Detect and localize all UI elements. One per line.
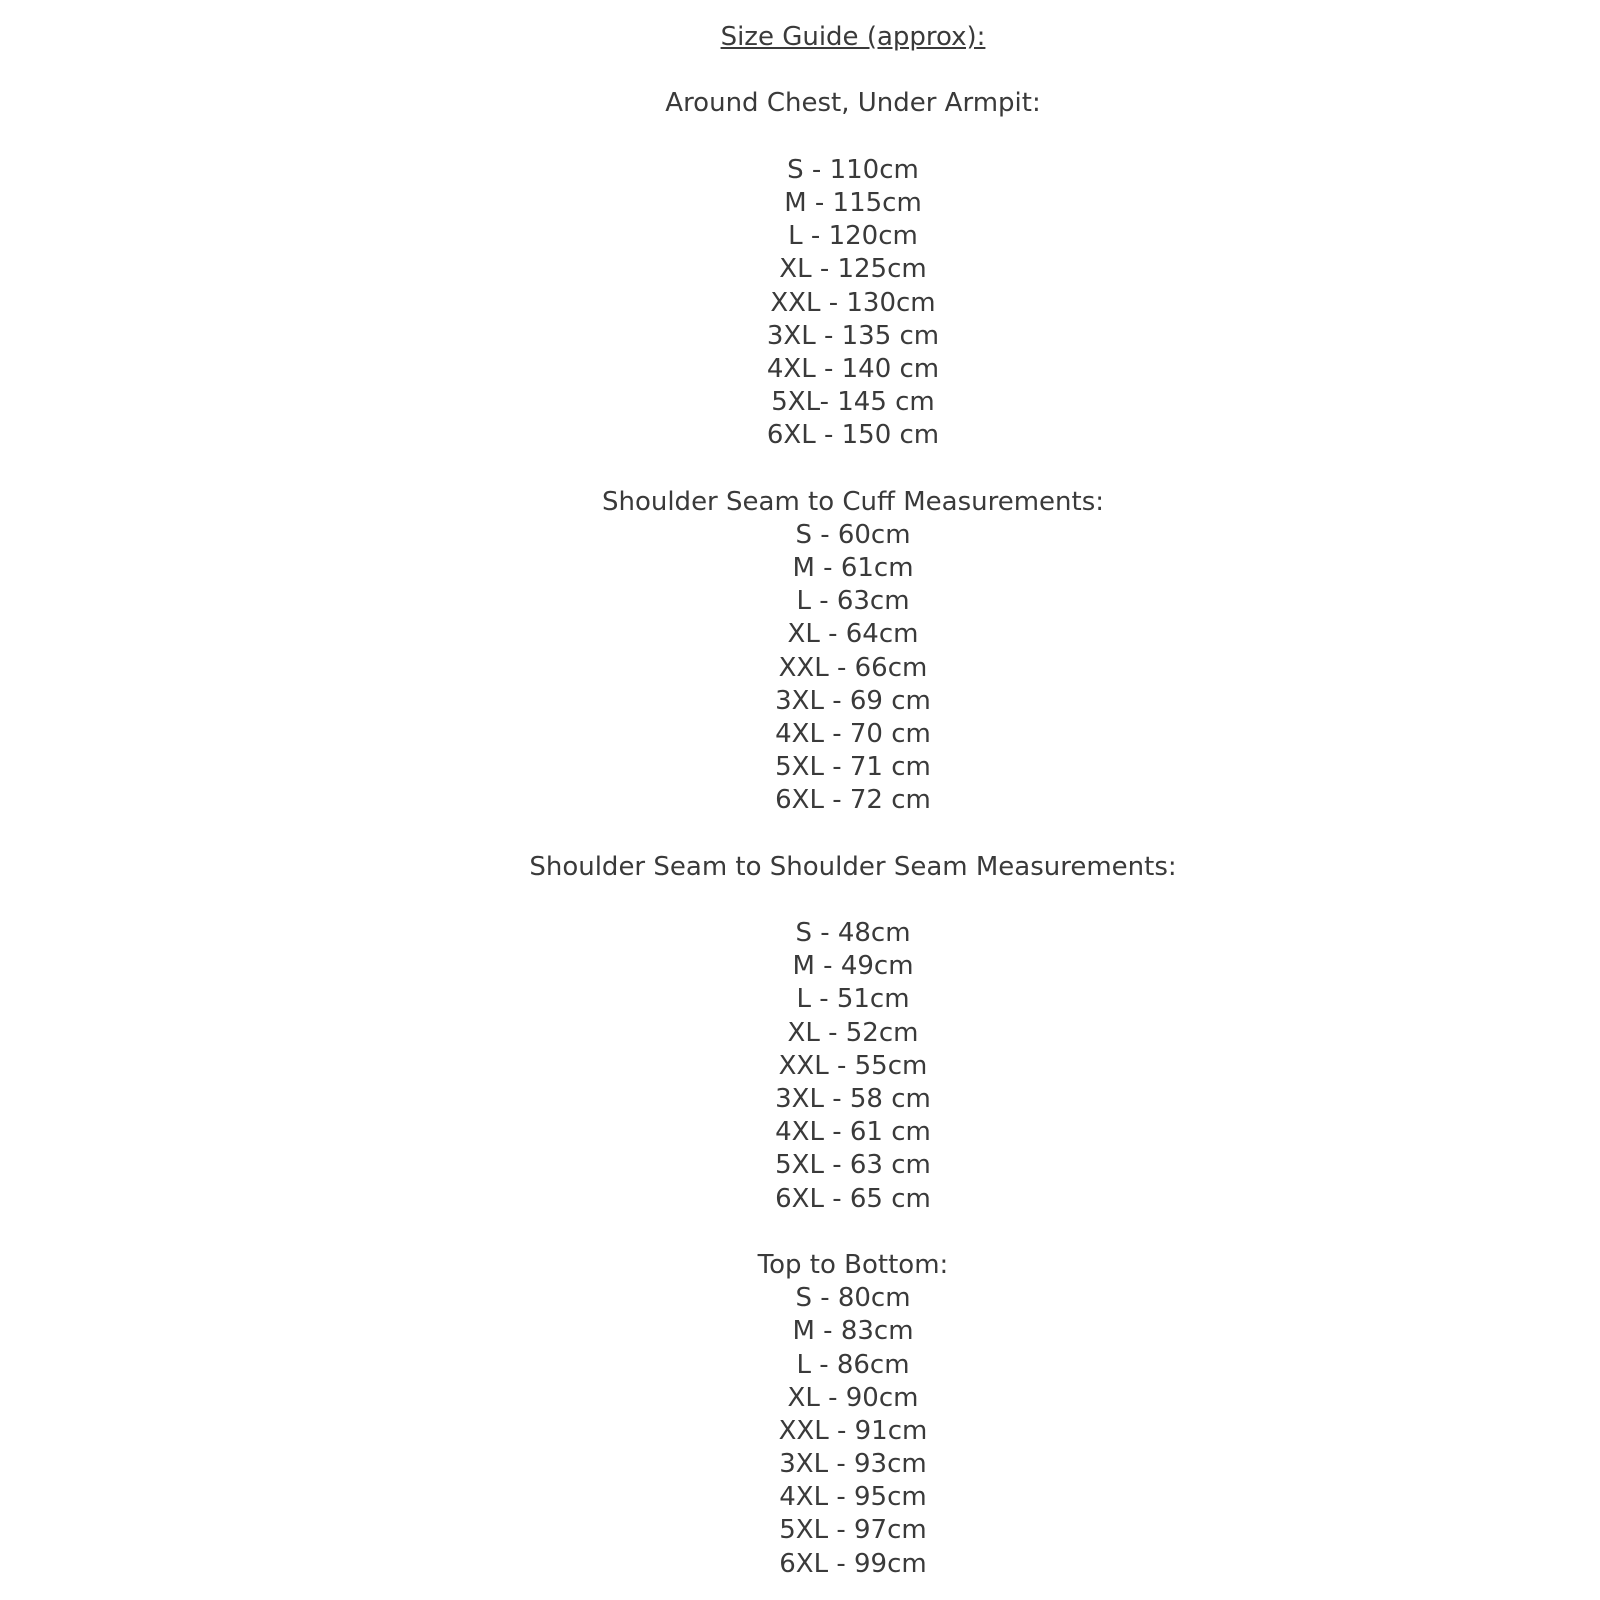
size-row: 3XL - 69 cm (775, 685, 931, 716)
size-row: 4XL - 140 cm (766, 353, 940, 384)
size-row: XXL - 55cm (778, 1050, 928, 1081)
size-row: 5XL- 145 cm (771, 387, 935, 418)
size-row: L - 51cm (796, 984, 910, 1015)
size-row: 3XL - 93cm (779, 1449, 927, 1480)
section-heading: Shoulder Seam to Shoulder Seam Measurements: (529, 851, 1177, 882)
size-row: L - 86cm (796, 1349, 910, 1380)
section-heading: Around Chest, Under Armpit: (665, 88, 1041, 119)
size-row: XXL - 130cm (770, 287, 936, 318)
size-row: 3XL - 135 cm (766, 320, 940, 351)
size-row: 4XL - 61 cm (775, 1117, 931, 1148)
blank-line (106, 1216, 1600, 1249)
size-row: L - 120cm (788, 221, 918, 252)
size-row: S - 60cm (795, 519, 911, 550)
blank-line (106, 884, 1600, 917)
size-row: 6XL - 99cm (779, 1548, 927, 1579)
size-row: L - 63cm (796, 586, 910, 617)
size-row: 6XL - 65 cm (775, 1183, 931, 1214)
size-row: 6XL - 72 cm (775, 785, 931, 816)
size-row: XL - 125cm (779, 254, 927, 285)
size-row: 6XL - 150 cm (766, 420, 940, 451)
page-title: Size Guide (approx): (720, 22, 986, 52)
size-row: 5XL - 63 cm (775, 1150, 931, 1181)
size-row: S - 80cm (795, 1283, 911, 1314)
size-row: XXL - 66cm (778, 652, 928, 683)
size-row: M - 49cm (792, 951, 914, 982)
size-row: 4XL - 95cm (779, 1482, 927, 1513)
size-row: M - 61cm (792, 553, 914, 583)
size-row: 5XL - 97cm (779, 1515, 927, 1546)
section-heading: Top to Bottom: (757, 1249, 949, 1280)
size-row: 4XL - 70 cm (775, 718, 931, 749)
blank-line (106, 452, 1600, 485)
size-row: XL - 64cm (787, 619, 919, 650)
blank-line (106, 121, 1600, 154)
size-row: S - 110cm (787, 154, 919, 185)
section-heading: Shoulder Seam to Cuff Measurements: (601, 486, 1105, 517)
size-row: M - 83cm (792, 1316, 914, 1347)
size-row: 3XL - 58 cm (775, 1084, 931, 1114)
size-row: S - 48cm (795, 918, 911, 949)
size-row: 5XL - 71 cm (775, 752, 931, 783)
sections-container (106, 87, 1600, 1580)
size-row: XXL - 91cm (778, 1415, 928, 1446)
size-row: XL - 52cm (787, 1017, 919, 1048)
blank-line (106, 818, 1600, 851)
size-row: XL - 90cm (787, 1382, 919, 1413)
blank-line (106, 54, 1600, 87)
size-row: M - 115cm (784, 187, 922, 218)
